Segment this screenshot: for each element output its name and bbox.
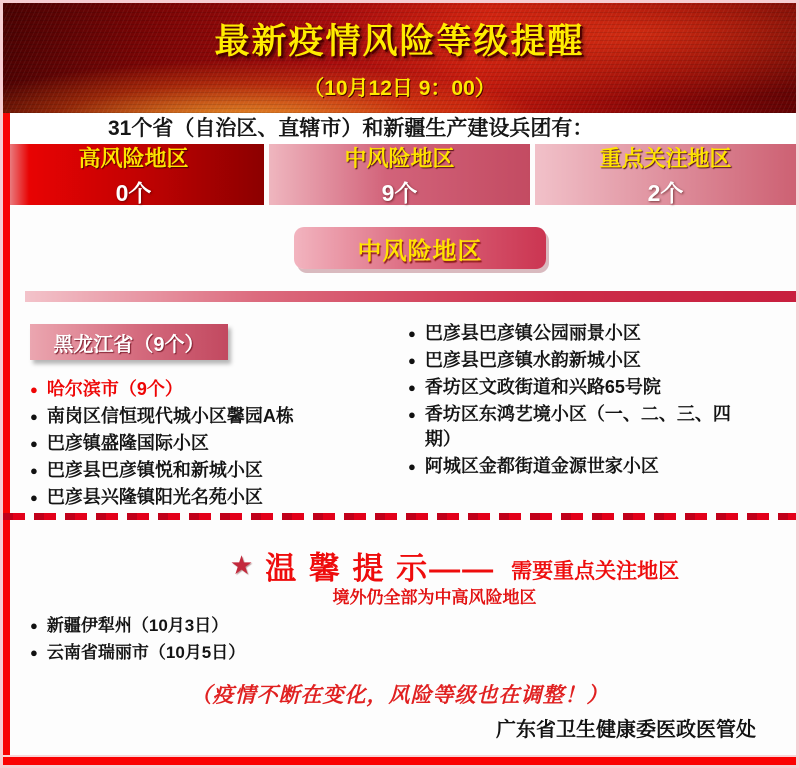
- notice-title-row: [3, 543, 796, 588]
- list-item-text: 新疆伊犁州（10月3日）: [46, 616, 229, 635]
- bullet-icon: ●: [30, 382, 38, 397]
- list-item-text: 巴彦县巴彦镇水韵新城小区: [424, 350, 641, 370]
- watch-label: 重点关注地区: [599, 145, 732, 171]
- list-item: [408, 348, 753, 373]
- list-item: [30, 640, 430, 665]
- watch-area-list: [30, 613, 430, 667]
- bullet-icon: ●: [408, 407, 416, 422]
- changing-risk-note: （疫情不断在变化，风险等级也在调整！）: [190, 683, 609, 707]
- list-item: [30, 485, 390, 510]
- list-item-text: 巴彦县兴隆镇阳光名苑小区: [46, 487, 263, 507]
- list-item: [30, 613, 430, 638]
- mid-risk-right-list: [408, 321, 753, 481]
- bullet-icon: ●: [30, 645, 38, 660]
- list-item-text: 云南省瑞丽市（10月5日）: [46, 643, 246, 662]
- star-icon: ★: [229, 550, 254, 580]
- notice-subtitle: 境外仍全部为中高风险地区: [332, 588, 537, 607]
- list-item-city: [30, 377, 390, 402]
- bullet-icon: ●: [408, 459, 416, 474]
- bullet-icon: ●: [408, 353, 416, 368]
- list-item: [408, 402, 753, 452]
- bullet-icon: ●: [30, 436, 38, 451]
- bullet-icon: ●: [408, 380, 416, 395]
- watch-count: 2个: [647, 179, 684, 206]
- list-item: [30, 431, 390, 456]
- list-item: [30, 404, 390, 429]
- list-item-text: 巴彦县巴彦镇公园丽景小区: [424, 323, 641, 343]
- list-item: [408, 375, 753, 400]
- watch-block: [535, 144, 796, 205]
- page-title: 最新疫情风险等级提醒: [214, 22, 585, 61]
- issuer-signature: 广东省卫生健康委医政医管处: [496, 719, 756, 741]
- high-risk-count: 0个: [115, 179, 152, 206]
- mid-risk-left-list: [30, 377, 390, 512]
- bullet-icon: ●: [30, 618, 38, 633]
- list-item: [30, 458, 390, 483]
- banner: [3, 3, 796, 113]
- notice-title-suffix: 需要重点关注地区: [511, 559, 680, 583]
- province-badge: 黑龙江省（9个）: [30, 324, 228, 360]
- list-item-text: 阿城区金都街道金源世家小区: [424, 456, 659, 476]
- bullet-icon: ●: [408, 326, 416, 341]
- list-item-text: 巴彦县巴彦镇悦和新城小区: [46, 460, 263, 480]
- high-risk-label: 高风险地区: [78, 145, 189, 171]
- risk-summary-blocks: [3, 144, 796, 205]
- bullet-icon: ●: [30, 463, 38, 478]
- list-item: [408, 454, 753, 479]
- list-item-text: 香坊区文政街道和兴路65号院: [424, 377, 661, 397]
- notice-title: 温 馨 提 示——: [265, 551, 496, 586]
- mid-risk-label: 中风险地区: [344, 145, 455, 171]
- list-item-text: 巴彦镇盛隆国际小区: [46, 433, 209, 453]
- list-item: [408, 321, 753, 346]
- dashed-divider: [3, 513, 796, 520]
- bottom-red-stripe: [3, 755, 796, 765]
- list-item-text: 哈尔滨市（9个）: [46, 379, 183, 399]
- bullet-icon: ●: [30, 409, 38, 424]
- gradient-divider: [25, 291, 796, 302]
- list-item-text: 南岗区信恒现代城小区馨园A栋: [46, 406, 294, 426]
- left-red-stripe: [3, 113, 10, 765]
- mid-risk-count: 9个: [381, 179, 418, 206]
- summary-heading: 31个省（自治区、直辖市）和新疆生产建设兵团有：: [3, 113, 796, 144]
- mid-risk-block: [269, 144, 530, 205]
- list-item-text: 香坊区东鸿艺境小区（一、二、三、四期）: [424, 404, 731, 449]
- bullet-icon: ●: [30, 490, 38, 505]
- banner-timestamp: （10月12日 9：00）: [303, 77, 496, 100]
- high-risk-block: [3, 144, 264, 205]
- mid-risk-section-badge: 中风险地区: [294, 227, 546, 269]
